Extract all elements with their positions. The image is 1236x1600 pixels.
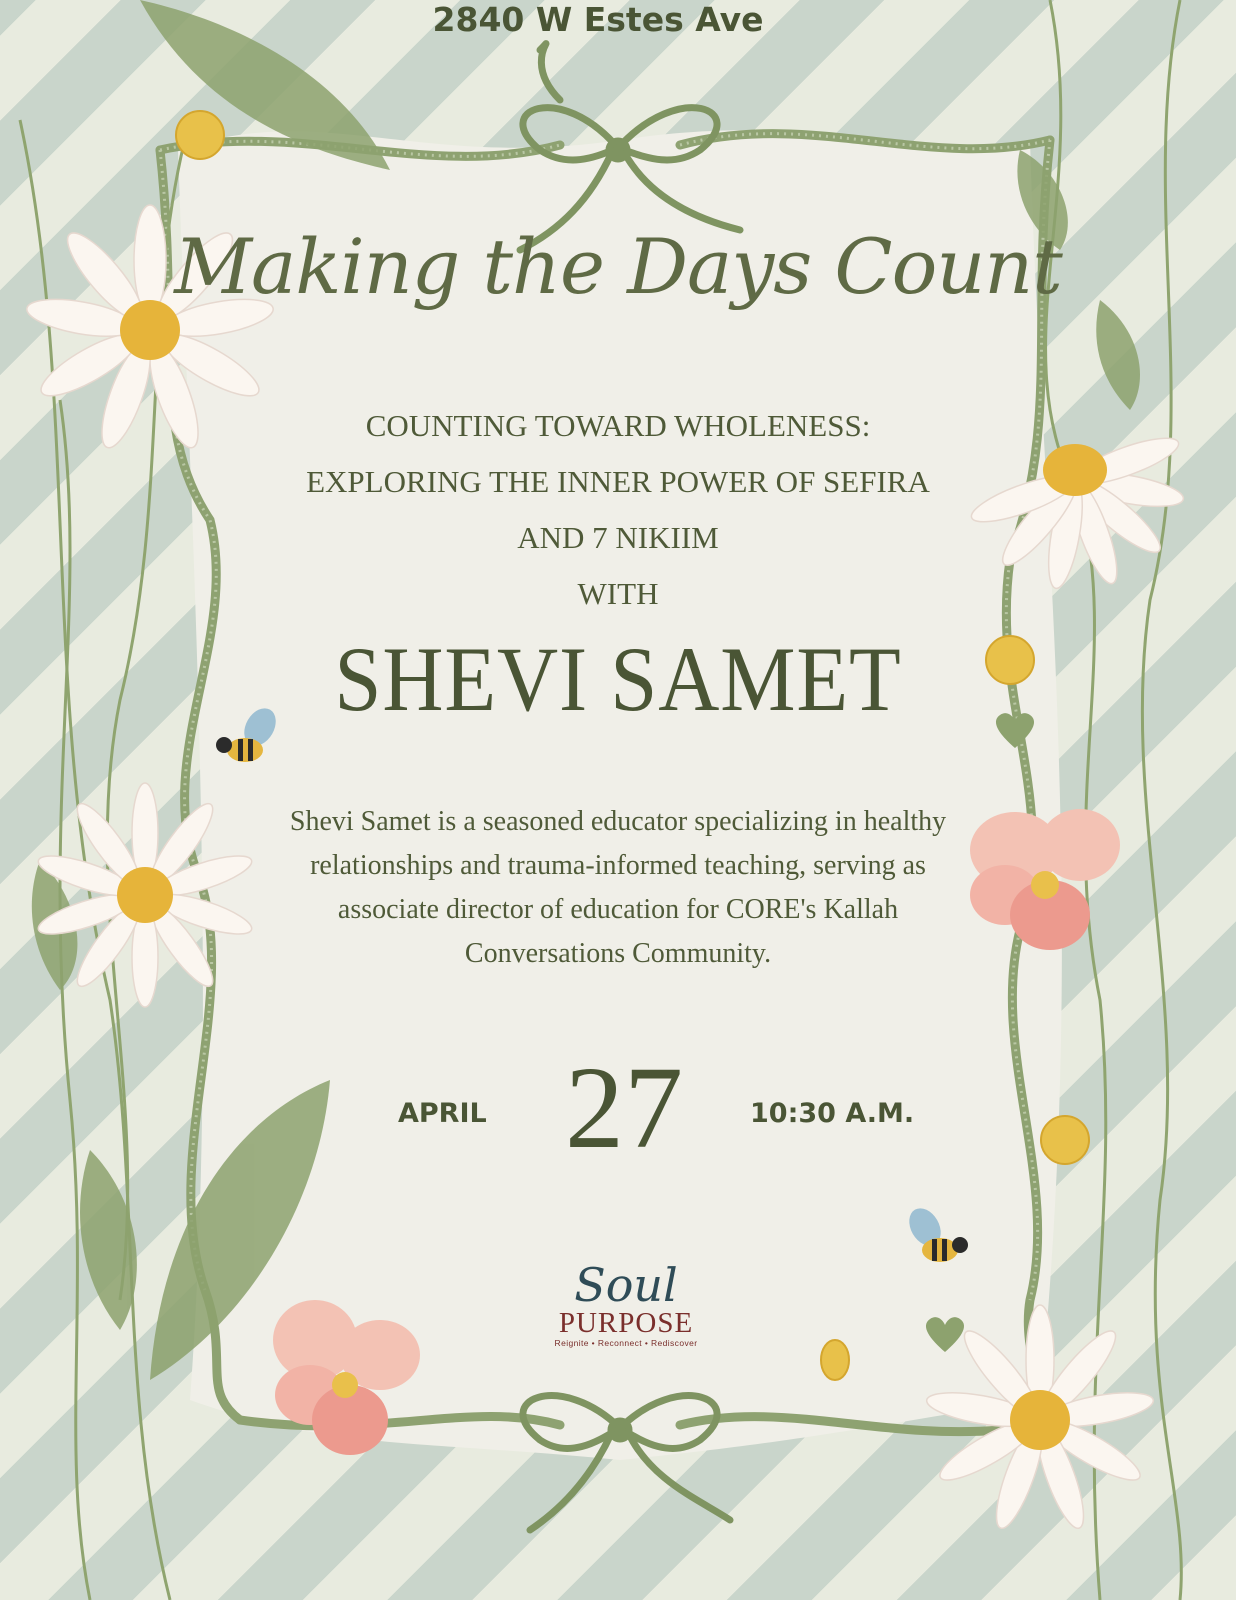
event-subtitle [0, 398, 1236, 622]
logo-word-soul: Soul [574, 1258, 678, 1312]
subtitle-line: EXPLORING THE INNER POWER OF SEFIRA [306, 464, 930, 499]
speaker-name: SHEVI SAMET [334, 628, 902, 730]
speaker-bio: Shevi Samet is a seasoned educator specializing in healthy relationships and trauma-informed teaching, serving as associate director of education for CORE's Kallah Conversations Community. [289, 806, 947, 969]
event-address: 2840 W Estes Ave [432, 0, 764, 39]
logo-tagline: Reignite • Reconnect • Rediscover [554, 1338, 698, 1348]
subtitle-line: AND 7 NIKIIM [517, 520, 719, 555]
event-time: 10:30 A.M. [750, 1098, 915, 1129]
logo-word-purpose: PURPOSE [558, 1307, 694, 1339]
event-month: APRIL [398, 1098, 487, 1129]
event-day: 27 [565, 1042, 683, 1173]
subtitle-line: COUNTING TOWARD WHOLENESS: [365, 408, 871, 443]
soul-purpose-logo [536, 1258, 716, 1348]
subtitle-line: WITH [577, 576, 659, 611]
event-title: Making the Days Count [174, 222, 1062, 311]
